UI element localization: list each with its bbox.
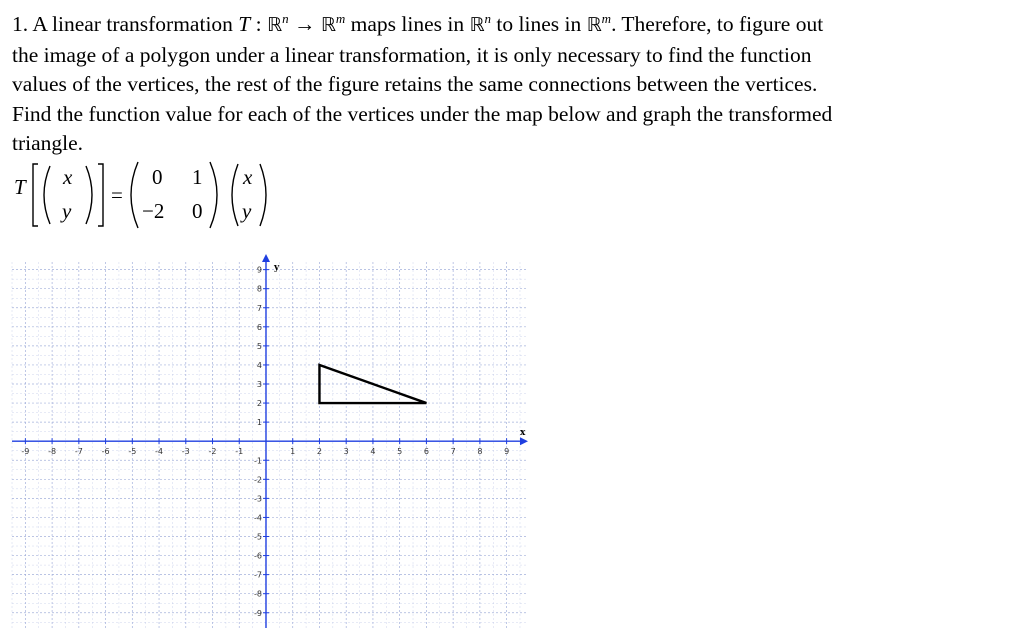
vec2-y: y: [242, 199, 252, 223]
equals-sign: =: [111, 183, 123, 207]
coordinate-plane: [0, 250, 540, 631]
grid-lines: [12, 262, 528, 628]
vec-x: x: [63, 165, 73, 189]
x-tick-label: 8: [477, 447, 483, 457]
problem-statement: [12, 4, 1016, 159]
problem-line-2: the image of a polygon under a linear transformation, it is only necessary to find the function: [12, 42, 812, 67]
x-tick-label: -8: [48, 447, 57, 457]
matrix-a21: −2: [142, 199, 165, 223]
y-tick-label: -7: [254, 570, 262, 580]
y-axis-label: y: [273, 263, 280, 273]
matrix-a11: 0: [152, 165, 163, 189]
x-tick-label: -3: [181, 447, 190, 457]
problem-line-4: Find the function value for each of the vertices under the map below and graph the transformed: [12, 101, 833, 126]
y-tick-label: -5: [254, 532, 262, 542]
y-tick-label: 6: [256, 322, 262, 332]
x-tick-label: 2: [316, 447, 323, 457]
y-tick-label: 2: [256, 399, 262, 409]
right-paren: [86, 166, 92, 224]
equation-T: T: [14, 175, 26, 199]
y-tick-label: 8: [256, 284, 262, 294]
y-tick-label: -8: [254, 589, 262, 599]
y-tick-label: 3: [256, 380, 262, 389]
y-tick-label: -9: [254, 608, 262, 618]
y-tick-label: -6: [254, 551, 262, 561]
x-tick-label: 6: [423, 447, 429, 457]
vec2-x: x: [243, 165, 253, 189]
x-axis-arrow: [520, 437, 528, 445]
y-tick-label: 9: [256, 265, 262, 275]
x-tick-label: -2: [208, 447, 217, 457]
right-square-bracket: [98, 164, 103, 226]
y-tick-label: 5: [256, 341, 262, 351]
left-square-bracket: [33, 164, 38, 226]
axes: [12, 254, 528, 628]
problem-line-5: triangle.: [12, 131, 84, 156]
vector-left-paren: [232, 164, 238, 226]
matrix-a12: 1: [192, 165, 203, 189]
y-tick-label: 1: [256, 418, 262, 428]
y-tick-label: -4: [254, 513, 262, 523]
x-tick-label: -7: [74, 447, 83, 457]
y-axis-arrow: [262, 254, 270, 262]
x-tick-label: 9: [504, 447, 510, 457]
x-tick-label: 5: [397, 447, 403, 457]
matrix-right-paren: [210, 162, 217, 228]
y-tick-label: -1: [254, 456, 262, 466]
x-tick-label: -5: [128, 447, 137, 457]
matrix-a22: 0: [192, 199, 203, 223]
x-axis-label: x: [520, 428, 526, 439]
vec-y: y: [62, 199, 72, 223]
vector-right-paren: [260, 164, 266, 226]
y-tick-label: -3: [254, 494, 262, 504]
y-tick-label: -2: [254, 475, 262, 485]
transformation-equation: [12, 154, 272, 234]
x-tick-label: -1: [235, 447, 244, 457]
x-tick-label: 1: [290, 447, 296, 457]
problem-line-3: values of the vertices, the rest of the figure retains the same connections between the vertices.: [12, 72, 818, 97]
x-tick-label: 7: [450, 447, 456, 457]
problem-line-1: 1. A linear transformation T : ℝ$^n$ → ℝ$^m$ maps lines in ℝ$^n$ to lines in ℝ$^m$. Therefore, to figure out: [12, 11, 824, 36]
left-paren: [44, 166, 50, 224]
y-tick-label: 7: [256, 303, 262, 313]
x-tick-label: -6: [101, 447, 110, 457]
x-tick-label: -9: [21, 447, 30, 457]
x-tick-label: 4: [370, 447, 376, 457]
x-tick-label: -4: [155, 447, 164, 457]
x-tick-label: 3: [343, 447, 349, 457]
y-tick-label: 4: [256, 360, 262, 370]
matrix-left-paren: [131, 162, 138, 228]
